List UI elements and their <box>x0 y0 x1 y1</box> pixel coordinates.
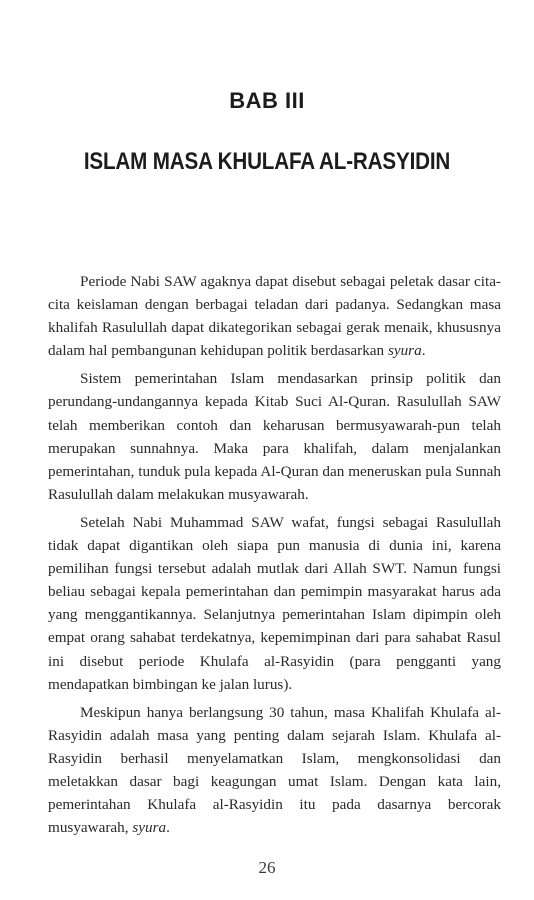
paragraph-text: Periode Nabi SAW agaknya dapat disebut sebagai peletak dasar cita-cita keislaman dengan berbagai teladan dari padanya. Sedangkan masa khalifah Rasulullah dapat dikategorikan sebagai gerak menaik, khususnya dalam hal pembangunan kehidupan politik berdasarkan <box>48 273 501 360</box>
paragraph-text: Setelah Nabi Muhammad SAW wafat, fungsi sebagai Rasulullah tidak dapat digantikan oleh siapa pun manusia di dunia ini, karena pemilihan fungsi tersebut adalah mutlak dari Allah SWT. Namun fungsi beliau sebagai kepala pemerintahan dan pemimpin masyarakat harus ada yang menggantikannya. Selanjutnya pemerintahan Islam dipimpin oleh empat orang sahabat terdekatnya, kepemimpinan dari para sahabat Rasul ini disebut periode Khulafa al-Rasyidin (para pengganti yang mendapatkan bimbingan ke jalan lurus). <box>48 513 501 693</box>
chapter-label: BAB III <box>229 88 305 113</box>
paragraph-text: Meskipun hanya berlangsung 30 tahun, masa Khalifah Khulafa al-Rasyidin adalah masa yang penting dalam sejarah Islam. Khulafa al-Rasyidin berhasil menyelamatkan Islam, mengkonsolidasi dan meletakkan dasar bagi keagungan umat Islam. Dengan kata lain, pemerintahan Khulafa al-Rasyidin itu pada dasarnya bercorak musyawarah, <box>48 703 501 837</box>
paragraph-4 <box>48 701 501 840</box>
paragraph-2 <box>48 367 501 506</box>
paragraph-text: . <box>166 819 170 837</box>
paragraph-text: Sistem pemerintahan Islam mendasarkan prinsip politik dan perundang-undangannya kepada Kitab Suci Al-Quran. Rasulullah SAW telah memberikan contoh dan keharusan bermusyawarah-pun telah merupakan sunnahnya. Maka para khalifah, dalam menjalankan pemerintahan, tunduk pula kepada Al-Quran dan meneruskan pula Sunnah Rasulullah dalam melakukan musyawarah. <box>48 370 501 503</box>
emphasized-term: syura <box>132 819 167 837</box>
chapter-title: ISLAM MASA KHULAFA AL-RASYIDIN <box>83 148 451 175</box>
page-number: 26 <box>258 858 276 877</box>
body-text <box>48 270 501 844</box>
paragraph-3 <box>48 511 501 696</box>
emphasized-term: syura <box>387 342 422 360</box>
paragraph-1 <box>48 270 501 362</box>
paragraph-text: . <box>421 342 426 360</box>
